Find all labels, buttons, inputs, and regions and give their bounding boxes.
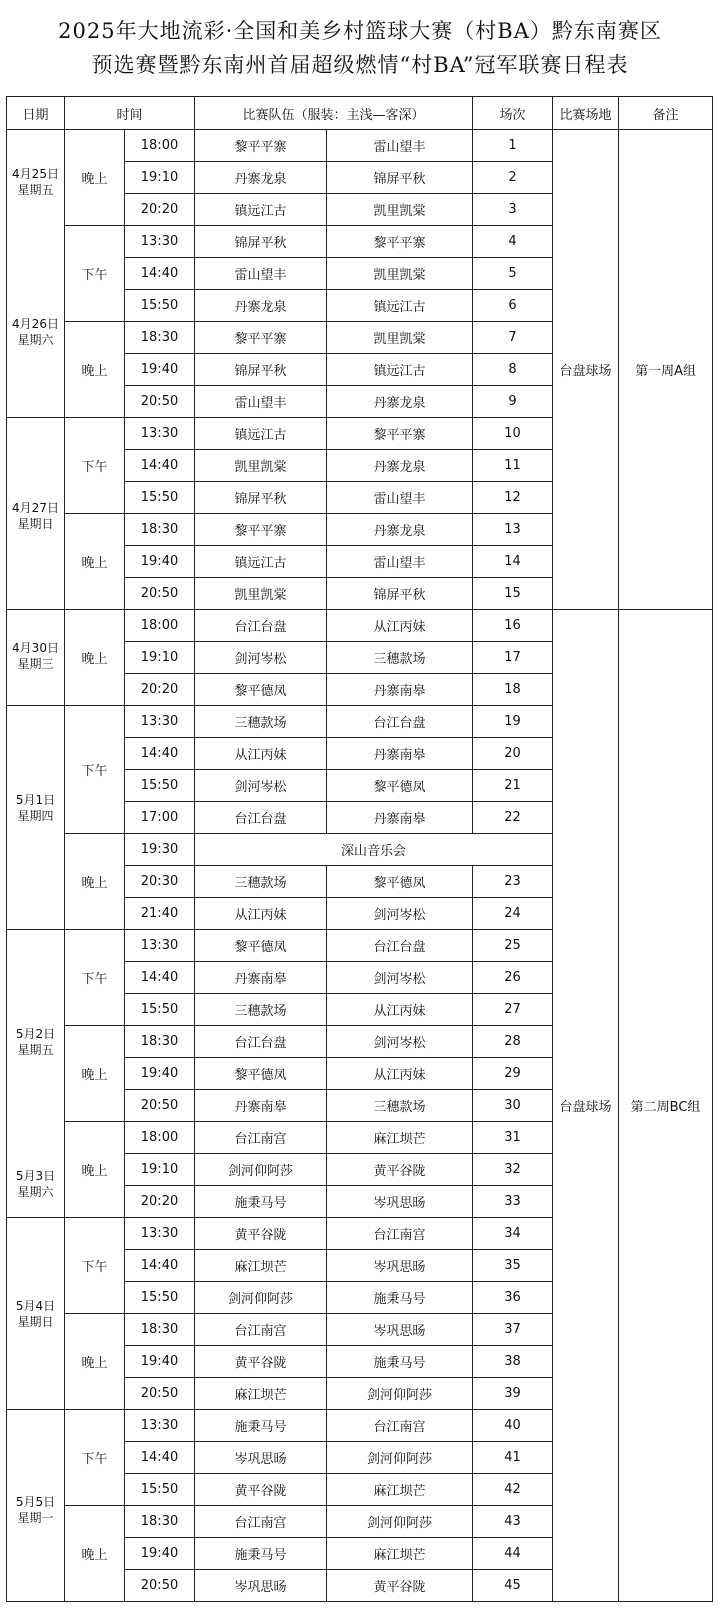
period-label: 晚上 [65, 1314, 125, 1410]
match-number: 32 [473, 1154, 553, 1186]
match-number: 38 [473, 1346, 553, 1378]
home-team: 剑河岑松 [195, 770, 327, 802]
period-label: 下午 [65, 418, 125, 514]
match-number: 44 [473, 1538, 553, 1570]
away-team: 剑河岑松 [327, 898, 473, 930]
match-number: 19 [473, 706, 553, 738]
away-team: 凯里凯棠 [327, 258, 473, 290]
weekday-text: 星期五 [17, 183, 54, 197]
match-number: 27 [473, 994, 553, 1026]
away-team: 凯里凯棠 [327, 194, 473, 226]
weekday-text: 星期三 [17, 657, 54, 671]
time-cell: 14:40 [125, 258, 195, 290]
match-number: 40 [473, 1410, 553, 1442]
match-number: 29 [473, 1058, 553, 1090]
away-team: 锦屏平秋 [327, 578, 473, 610]
away-team: 三穗款场 [327, 642, 473, 674]
match-number: 39 [473, 1378, 553, 1410]
period-label: 下午 [65, 226, 125, 322]
home-team: 锦屏平秋 [195, 482, 327, 514]
home-team: 丹寨南皋 [195, 1090, 327, 1122]
away-team: 剑河仰阿莎 [327, 1378, 473, 1410]
match-number: 5 [473, 258, 553, 290]
time-cell: 13:30 [125, 226, 195, 258]
home-team: 锦屏平秋 [195, 226, 327, 258]
match-number: 15 [473, 578, 553, 610]
away-team: 剑河岑松 [327, 1026, 473, 1058]
date-cell [7, 418, 65, 610]
away-team: 从江丙妹 [327, 610, 473, 642]
match-number: 34 [473, 1218, 553, 1250]
away-team: 施秉马号 [327, 1346, 473, 1378]
match-number: 24 [473, 898, 553, 930]
home-team: 施秉马号 [195, 1538, 327, 1570]
home-team: 黎平德凤 [195, 930, 327, 962]
match-number: 8 [473, 354, 553, 386]
time-cell: 15:50 [125, 770, 195, 802]
match-number: 41 [473, 1442, 553, 1474]
period-label: 晚上 [65, 514, 125, 610]
time-cell: 18:30 [125, 1314, 195, 1346]
match-number: 17 [473, 642, 553, 674]
match-number: 6 [473, 290, 553, 322]
away-team: 锦屏平秋 [327, 162, 473, 194]
home-team: 黄平谷陇 [195, 1474, 327, 1506]
home-team: 三穗款场 [195, 706, 327, 738]
match-number: 28 [473, 1026, 553, 1058]
home-team: 丹寨南皋 [195, 962, 327, 994]
document-title [0, 0, 720, 96]
time-cell: 21:40 [125, 898, 195, 930]
match-number: 1 [473, 130, 553, 162]
away-team: 黄平谷陇 [327, 1570, 473, 1602]
home-team: 台江台盘 [195, 1026, 327, 1058]
date-text: 5月5日 [15, 1495, 56, 1509]
time-cell: 15:50 [125, 482, 195, 514]
match-number: 25 [473, 930, 553, 962]
away-team: 黎平德凤 [327, 770, 473, 802]
period-label: 晚上 [65, 1122, 125, 1218]
weekday-text: 星期五 [17, 1043, 54, 1057]
away-team: 雷山望丰 [327, 130, 473, 162]
away-team: 丹寨南皋 [327, 802, 473, 834]
match-number: 31 [473, 1122, 553, 1154]
period-label: 晚上 [65, 322, 125, 418]
venue-cell: 台盘球场 [553, 130, 619, 610]
away-team: 岑巩思旸 [327, 1186, 473, 1218]
time-cell: 19:10 [125, 1154, 195, 1186]
date-cell [7, 1410, 65, 1602]
time-cell: 13:30 [125, 418, 195, 450]
time-cell: 20:50 [125, 1378, 195, 1410]
special-event-cell: 深山音乐会 [195, 834, 553, 866]
header-time: 时间 [65, 97, 195, 130]
match-number: 7 [473, 322, 553, 354]
date-cell [7, 930, 65, 1218]
match-number: 37 [473, 1314, 553, 1346]
away-team: 三穗款场 [327, 1090, 473, 1122]
date-label [7, 500, 64, 532]
time-cell: 19:40 [125, 354, 195, 386]
home-team: 三穗款场 [195, 866, 327, 898]
home-team: 雷山望丰 [195, 258, 327, 290]
header-teams: 比赛队伍（服装：主浅—客深） [195, 97, 473, 130]
away-team: 丹寨龙泉 [327, 386, 473, 418]
home-team: 台江南宫 [195, 1122, 327, 1154]
match-number: 23 [473, 866, 553, 898]
period-label: 下午 [65, 1218, 125, 1314]
match-number: 12 [473, 482, 553, 514]
home-team: 台江南宫 [195, 1314, 327, 1346]
time-cell: 13:30 [125, 706, 195, 738]
time-cell: 15:50 [125, 1282, 195, 1314]
home-team: 黄平谷陇 [195, 1346, 327, 1378]
period-label: 晚上 [65, 610, 125, 706]
time-cell: 14:40 [125, 738, 195, 770]
weekday-text: 星期日 [17, 1315, 54, 1329]
match-number: 11 [473, 450, 553, 482]
table-row [7, 610, 713, 642]
home-team: 麻江坝芒 [195, 1250, 327, 1282]
time-cell: 18:00 [125, 130, 195, 162]
away-team: 黎平平寨 [327, 226, 473, 258]
home-team: 黎平平寨 [195, 322, 327, 354]
period-label: 晚上 [65, 130, 125, 226]
home-team: 丹寨龙泉 [195, 290, 327, 322]
time-cell: 19:30 [125, 834, 195, 866]
away-team: 台江台盘 [327, 706, 473, 738]
time-cell: 19:40 [125, 1058, 195, 1090]
away-team: 丹寨龙泉 [327, 450, 473, 482]
period-label: 下午 [65, 930, 125, 1026]
match-number: 22 [473, 802, 553, 834]
match-number: 33 [473, 1186, 553, 1218]
period-label: 晚上 [65, 1506, 125, 1602]
away-team: 台江南宫 [327, 1218, 473, 1250]
date-label [7, 316, 64, 348]
match-number: 30 [473, 1090, 553, 1122]
away-team: 丹寨南皋 [327, 738, 473, 770]
time-cell: 18:00 [125, 1122, 195, 1154]
time-cell: 19:10 [125, 642, 195, 674]
away-team: 麻江坝芒 [327, 1538, 473, 1570]
home-team: 施秉马号 [195, 1186, 327, 1218]
home-team: 台江台盘 [195, 802, 327, 834]
home-team: 凯里凯棠 [195, 450, 327, 482]
home-team: 剑河岑松 [195, 642, 327, 674]
home-team: 黎平平寨 [195, 130, 327, 162]
match-number: 43 [473, 1506, 553, 1538]
away-team: 岑巩思旸 [327, 1250, 473, 1282]
time-cell: 20:50 [125, 578, 195, 610]
time-cell: 18:30 [125, 1026, 195, 1058]
time-cell: 13:30 [125, 1218, 195, 1250]
time-cell: 14:40 [125, 962, 195, 994]
match-number: 18 [473, 674, 553, 706]
header-row [7, 97, 713, 130]
match-number: 45 [473, 1570, 553, 1602]
home-team: 镇远江古 [195, 418, 327, 450]
away-team: 麻江坝芒 [327, 1122, 473, 1154]
time-cell: 15:50 [125, 1474, 195, 1506]
date-label [7, 1298, 64, 1330]
away-team: 从江丙妹 [327, 1058, 473, 1090]
home-team: 麻江坝芒 [195, 1378, 327, 1410]
time-cell: 20:50 [125, 386, 195, 418]
home-team: 岑巩思旸 [195, 1442, 327, 1474]
time-cell: 20:50 [125, 1570, 195, 1602]
period-label: 下午 [65, 706, 125, 834]
home-team: 镇远江古 [195, 546, 327, 578]
time-cell: 20:30 [125, 866, 195, 898]
away-team: 雷山望丰 [327, 546, 473, 578]
away-team: 麻江坝芒 [327, 1474, 473, 1506]
weekday-text: 星期日 [17, 517, 54, 531]
away-team: 凯里凯棠 [327, 322, 473, 354]
time-cell: 19:40 [125, 1538, 195, 1570]
home-team: 施秉马号 [195, 1410, 327, 1442]
header-match-no: 场次 [473, 97, 553, 130]
date-label [7, 166, 64, 198]
match-number: 16 [473, 610, 553, 642]
match-number: 3 [473, 194, 553, 226]
time-cell: 15:50 [125, 994, 195, 1026]
away-team: 镇远江古 [327, 354, 473, 386]
match-number: 35 [473, 1250, 553, 1282]
time-cell: 18:30 [125, 1506, 195, 1538]
weekday-text: 星期六 [17, 1185, 54, 1199]
match-number: 14 [473, 546, 553, 578]
home-team: 镇远江古 [195, 194, 327, 226]
header-date: 日期 [7, 97, 65, 130]
time-cell: 14:40 [125, 450, 195, 482]
home-team: 锦屏平秋 [195, 354, 327, 386]
home-team: 台江台盘 [195, 610, 327, 642]
time-cell: 19:40 [125, 1346, 195, 1378]
home-team: 台江南宫 [195, 1506, 327, 1538]
away-team: 岑巩思旸 [327, 1314, 473, 1346]
date-text: 5月3日 [15, 1169, 56, 1183]
time-cell: 14:40 [125, 1442, 195, 1474]
date-text: 5月4日 [15, 1299, 56, 1313]
date-text: 4月30日 [12, 641, 59, 655]
match-number: 13 [473, 514, 553, 546]
away-team: 台江南宫 [327, 1410, 473, 1442]
away-team: 丹寨南皋 [327, 674, 473, 706]
home-team: 岑巩思旸 [195, 1570, 327, 1602]
match-number: 9 [473, 386, 553, 418]
away-team: 剑河仰阿莎 [327, 1442, 473, 1474]
away-team: 丹寨龙泉 [327, 514, 473, 546]
venue-cell: 台盘球场 [553, 610, 619, 1602]
home-team: 黎平德凤 [195, 1058, 327, 1090]
home-team: 雷山望丰 [195, 386, 327, 418]
date-cell [7, 130, 65, 418]
match-number: 10 [473, 418, 553, 450]
date-label [7, 1168, 64, 1200]
away-team: 施秉马号 [327, 1282, 473, 1314]
note-cell: 第一周A组 [619, 130, 713, 610]
match-number: 21 [473, 770, 553, 802]
date-cell [7, 706, 65, 930]
match-number: 36 [473, 1282, 553, 1314]
date-cell [7, 1218, 65, 1410]
weekday-text: 星期四 [17, 809, 54, 823]
away-team: 黎平德凤 [327, 866, 473, 898]
home-team: 三穗款场 [195, 994, 327, 1026]
date-cell [7, 610, 65, 706]
home-team: 从江丙妹 [195, 898, 327, 930]
time-cell: 20:20 [125, 674, 195, 706]
time-cell: 18:30 [125, 322, 195, 354]
time-cell: 13:30 [125, 1410, 195, 1442]
home-team: 剑河仰阿莎 [195, 1154, 327, 1186]
time-cell: 19:10 [125, 162, 195, 194]
match-number: 20 [473, 738, 553, 770]
title-line-2: 预选赛暨黔东南州首届超级燃情“村BA”冠军联赛日程表 [91, 53, 629, 77]
period-label: 下午 [65, 1410, 125, 1506]
time-cell: 20:20 [125, 1186, 195, 1218]
match-number: 42 [473, 1474, 553, 1506]
home-team: 凯里凯棠 [195, 578, 327, 610]
period-label: 晚上 [65, 1026, 125, 1122]
period-label: 晚上 [65, 834, 125, 930]
table-row [7, 130, 713, 162]
home-team: 丹寨龙泉 [195, 162, 327, 194]
time-cell: 14:40 [125, 1250, 195, 1282]
time-cell: 20:20 [125, 194, 195, 226]
away-team: 从江丙妹 [327, 994, 473, 1026]
home-team: 黄平谷陇 [195, 1218, 327, 1250]
note-cell: 第二周BC组 [619, 610, 713, 1602]
time-cell: 18:30 [125, 514, 195, 546]
weekday-text: 星期一 [17, 1511, 54, 1525]
time-cell: 17:00 [125, 802, 195, 834]
date-text: 4月27日 [12, 501, 59, 515]
date-label [7, 792, 64, 824]
time-cell: 15:50 [125, 290, 195, 322]
time-cell: 18:00 [125, 610, 195, 642]
date-label [7, 640, 64, 672]
match-number: 2 [473, 162, 553, 194]
weekday-text: 星期六 [17, 333, 54, 347]
header-note: 备注 [619, 97, 713, 130]
home-team: 黎平德凤 [195, 674, 327, 706]
date-text: 5月1日 [15, 793, 56, 807]
away-team: 雷山望丰 [327, 482, 473, 514]
title-line-1: 2025年大地流彩·全国和美乡村篮球大赛（村BA）黔东南赛区 [58, 19, 662, 43]
home-team: 剑河仰阿莎 [195, 1282, 327, 1314]
time-cell: 13:30 [125, 930, 195, 962]
date-label [7, 1026, 64, 1058]
date-text: 4月26日 [12, 317, 59, 331]
away-team: 台江台盘 [327, 930, 473, 962]
date-text: 5月2日 [15, 1027, 56, 1041]
away-team: 剑河仰阿莎 [327, 1506, 473, 1538]
away-team: 剑河岑松 [327, 962, 473, 994]
schedule-table [6, 96, 713, 1602]
date-label [7, 1494, 64, 1526]
away-team: 黄平谷陇 [327, 1154, 473, 1186]
time-cell: 20:50 [125, 1090, 195, 1122]
time-cell: 19:40 [125, 546, 195, 578]
away-team: 镇远江古 [327, 290, 473, 322]
date-text: 4月25日 [12, 167, 59, 181]
away-team: 黎平平寨 [327, 418, 473, 450]
match-number: 26 [473, 962, 553, 994]
home-team: 黎平平寨 [195, 514, 327, 546]
header-venue: 比赛场地 [553, 97, 619, 130]
home-team: 从江丙妹 [195, 738, 327, 770]
match-number: 4 [473, 226, 553, 258]
